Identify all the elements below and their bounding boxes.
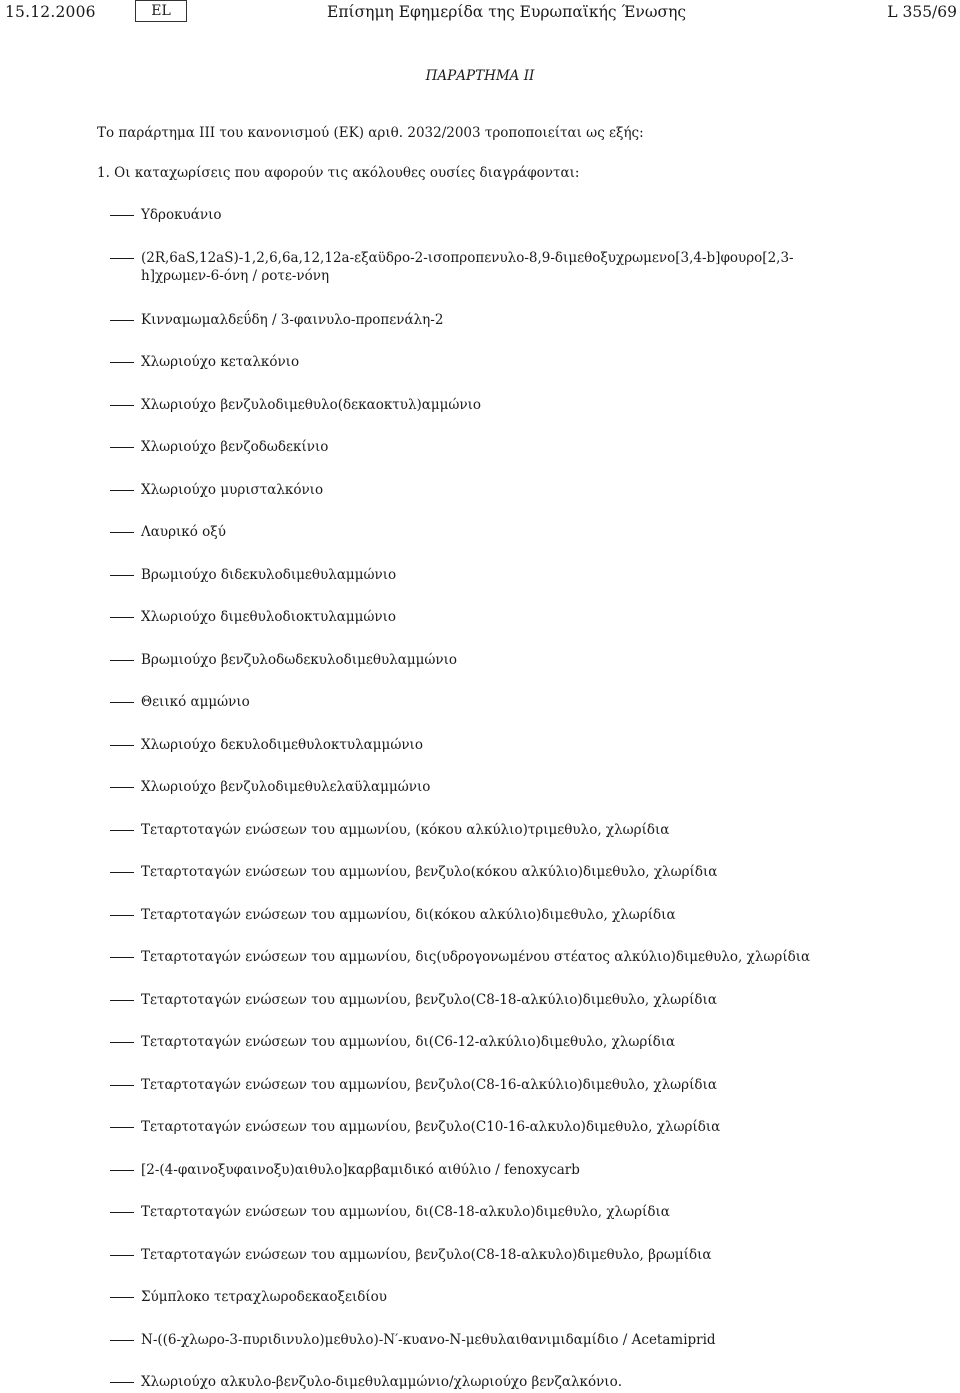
list-item (110, 1118, 870, 1136)
list-item (110, 1076, 870, 1094)
list-item (110, 311, 870, 329)
list-item-text: Χλωριούχο βενζυλοδιμεθυλο(δεκαοκτυλ)αμμώνιο (141, 397, 482, 413)
language-badge: EL (135, 0, 187, 22)
annex-title: ΠΑΡΑΡΤΗΜΑ ΙΙ (425, 68, 535, 84)
list-item (110, 438, 870, 456)
list-item-text: N-((6-χλωρο-3-πυριδινυλο)μεθυλο)-N′-κυανο-N-μεθυλαιθανιμιδαμίδιο / Acetamiprid (141, 1332, 716, 1348)
list-item-text: Τεταρτοταγών ενώσεων του αμμωνίου, δι(κόκου αλκύλιο)διμεθυλο, χλωρίδια (141, 907, 676, 923)
list-item-text: (2R,6aS,12aS)-1,2,6,6a,12,12a-εξαϋδρο-2-ισοπροπενυλο-8,9-διμεθοξυχρωμενο[3,4-b]φουρο[2,3-h]χρωμεν-6-όνη / ροτε-νόνη (141, 250, 794, 284)
list-item (110, 523, 870, 541)
list-item-text: Χλωριούχο δεκυλοδιμεθυλοκτυλαμμώνιο (141, 737, 423, 753)
list-item-text: Χλωριούχο διμεθυλοδιοκτυλαμμώνιο (141, 609, 397, 625)
list-item (110, 1033, 870, 1051)
list-item-text: Χλωριούχο βενζοδωδεκίνιο (141, 439, 329, 455)
list-item (110, 1288, 870, 1306)
list-item-text: Χλωριούχο κεταλκόνιο (141, 354, 300, 370)
list-item-text: Τεταρτοταγών ενώσεων του αμμωνίου, βενζυλο(C10-16-αλκυλο)διμεθυλο, χλωρίδια (141, 1119, 721, 1135)
list-item-text: Βρωμιούχο διδεκυλοδιμεθυλαμμώνιο (141, 567, 397, 583)
list-item-text: Τεταρτοταγών ενώσεων του αμμωνίου, βενζυλο(κόκου αλκύλιο)διμεθυλο, χλωρίδια (141, 864, 718, 880)
list-item (110, 1161, 870, 1179)
list-item (110, 991, 870, 1009)
page-number: L 355/69 (887, 3, 957, 21)
list-item (110, 736, 870, 754)
list-item-text: Χλωριούχο βενζυλοδιμεθυλελαϋλαμμώνιο (141, 779, 431, 795)
list-item (110, 353, 870, 371)
list-item (110, 863, 870, 881)
list-item-text: Τεταρτοταγών ενώσεων του αμμωνίου, βενζυλο(C8-16-αλκύλιο)διμεθυλο, χλωρίδια (141, 1077, 717, 1093)
list-item (110, 396, 870, 414)
section-heading: 1. Οι καταχωρίσεις που αφορούν τις ακόλουθες ουσίες διαγράφονται: (97, 165, 580, 181)
list-item (110, 906, 870, 924)
journal-title: Επίσημη Εφημερίδα της Ευρωπαϊκής Ένωσης (327, 3, 687, 21)
list-item (110, 206, 870, 224)
list-item (110, 1203, 870, 1221)
list-item (110, 566, 870, 584)
list-item-text: Τεταρτοταγών ενώσεων του αμμωνίου, δις(υδρογονωμένου στέατος αλκύλιο)διμεθυλο, χλωρίδια (141, 949, 811, 965)
list-item-text: Υδροκυάνιο (141, 207, 222, 223)
list-item-text: Τεταρτοταγών ενώσεων του αμμωνίου, (κόκου αλκύλιο)τριμεθυλο, χλωρίδια (141, 822, 670, 838)
intro-paragraph: Το παράρτημα ΙΙΙ του κανονισμού (ΕΚ) αριθ. 2032/2003 τροποποιείται ως εξής: (97, 125, 644, 141)
list-item-text: Τεταρτοταγών ενώσεων του αμμωνίου, δι(C8-18-αλκυλο)διμεθυλο, χλωρίδια (141, 1204, 670, 1220)
list-item-text: Κινναμωμαλδεΰδη / 3-φαινυλο-προπενάλη-2 (141, 312, 444, 328)
list-item (110, 481, 870, 499)
list-item-text: Βρωμιούχο βενζυλοδωδεκυλοδιμεθυλαμμώνιο (141, 652, 458, 668)
list-item (110, 948, 870, 966)
list-item (110, 1373, 870, 1391)
list-item-text: [2-(4-φαινοξυφαινοξυ)αιθυλο]καρβαμιδικό αιθύλιο / fenoxycarb (141, 1162, 580, 1178)
list-item-text: Τεταρτοταγών ενώσεων του αμμωνίου, βενζυλο(C8-18-αλκύλιο)διμεθυλο, χλωρίδια (141, 992, 717, 1008)
list-item-text: Χλωριούχο μυρισταλκόνιο (141, 482, 324, 498)
list-item-text: Λαυρικό οξύ (141, 524, 226, 540)
list-item (110, 1246, 870, 1264)
list-item (110, 651, 870, 669)
list-item (110, 778, 870, 796)
list-item (110, 608, 870, 626)
page-header (0, 0, 960, 28)
list-item-text: Χλωριούχο αλκυλο-βενζυλο-διμεθυλαμμώνιο/χλωριούχο βενζαλκόνιο. (141, 1374, 622, 1390)
list-item-text: Σύμπλοκο τετραχλωροδεκαοξειδίου (141, 1289, 388, 1305)
list-item (110, 821, 870, 839)
header-date: 15.12.2006 (5, 3, 96, 21)
list-item (110, 1331, 870, 1349)
list-item-text: Τεταρτοταγών ενώσεων του αμμωνίου, δι(C6-12-αλκύλιο)διμεθυλο, χλωρίδια (141, 1034, 676, 1050)
list-item-text: Θειικό αμμώνιο (141, 694, 250, 710)
list-item (110, 693, 870, 711)
list-item-text: Τεταρτοταγών ενώσεων του αμμωνίου, βενζυλο(C8-18-αλκυλο)διμεθυλο, βρωμίδια (141, 1247, 712, 1263)
list-item (110, 249, 870, 285)
